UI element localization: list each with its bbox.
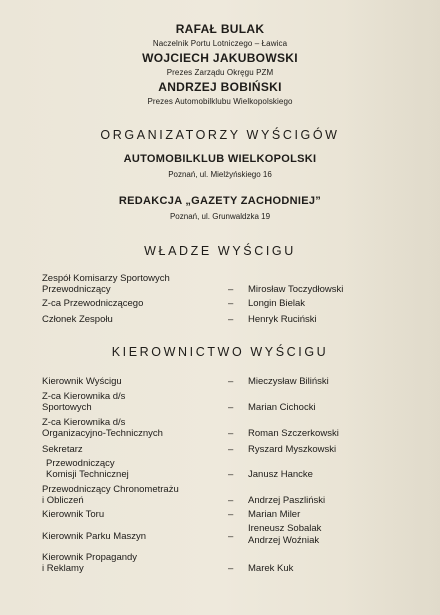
authority-person: Mirosław Toczydłowski	[248, 284, 344, 295]
management-role: Kierownik Propagandy i Reklamy	[42, 552, 138, 574]
organizer-name: AUTOMOBILKLUB WIELKOPOLSKI	[123, 153, 317, 165]
person-role: Naczelnik Portu Lotniczego – Ławica	[152, 39, 288, 48]
management-role: Przewodniczący Chronometrażu i Obliczeń	[42, 484, 179, 506]
management-person: Ryszard Myszkowski	[248, 444, 337, 455]
management-person: Ireneusz Sobalak	[248, 523, 322, 534]
management-person: Andrzej Paszliński	[248, 495, 326, 506]
dash: –	[228, 376, 234, 387]
management-role: Z-ca Kierownika d/s Organizacyjno-Technicznych	[42, 417, 163, 439]
authorities-heading: WŁADZE WYŚCIGU	[144, 244, 296, 258]
dash: –	[228, 314, 234, 325]
management-heading: KIEROWNICTWO WYŚCIGU	[111, 345, 329, 359]
organizer-name: REDAKCJA „GAZETY ZACHODNIEJ”	[118, 195, 322, 207]
management-role: Kierownik Toru	[42, 509, 105, 520]
management-person: Marek Kuk	[248, 563, 294, 574]
dash: –	[228, 284, 234, 295]
person-role: Prezes Zarządu Okręgu PZM	[166, 68, 274, 77]
authority-person: Henryk Ruciński	[248, 314, 317, 325]
person-name: WOJCIECH JAKUBOWSKI	[142, 51, 298, 65]
dash: –	[228, 495, 234, 506]
dash: –	[228, 531, 234, 542]
organizers-heading: ORGANIZATORZY WYŚCIGÓW	[100, 128, 340, 142]
management-person: Janusz Hancke	[248, 469, 313, 480]
organizer-address: Poznań, ul. Mielżyńskiego 16	[168, 170, 272, 179]
dash: –	[228, 563, 234, 574]
dash: –	[228, 402, 234, 413]
authority-role: Z-ca Przewodniczącego	[42, 298, 144, 309]
management-person: Andrzej Woźniak	[248, 535, 320, 546]
dash: –	[228, 444, 234, 455]
management-role: Kierownik Wyścigu	[42, 376, 122, 387]
person-name: ANDRZEJ BOBIŃSKI	[158, 80, 282, 94]
management-role: Sekretarz	[42, 444, 83, 455]
management-role: Kierownik Parku Maszyn	[42, 531, 147, 542]
management-role: Z-ca Kierownika d/s Sportowych	[42, 391, 126, 413]
authority-role: Zespół Komisarzy Sportowych Przewodniczący	[42, 273, 170, 295]
management-person: Roman Szczerkowski	[248, 428, 339, 439]
person-name: RAFAŁ BULAK	[175, 22, 265, 36]
dash: –	[228, 298, 234, 309]
dash: –	[228, 428, 234, 439]
management-person: Mieczysław Biliński	[248, 376, 329, 387]
management-person: Marian Miler	[248, 509, 301, 520]
authority-role: Członek Zespołu	[42, 314, 113, 325]
dash: –	[228, 509, 234, 520]
management-person: Marian Cichocki	[248, 402, 316, 413]
management-role: Przewodniczący Komisji Technicznej	[46, 458, 129, 480]
person-role: Prezes Automobilklubu Wielkopolskiego	[147, 97, 293, 106]
authority-person: Longin Bielak	[248, 298, 306, 309]
organizer-address: Poznań, ul. Grunwaldzka 19	[169, 212, 271, 221]
dash: –	[228, 469, 234, 480]
